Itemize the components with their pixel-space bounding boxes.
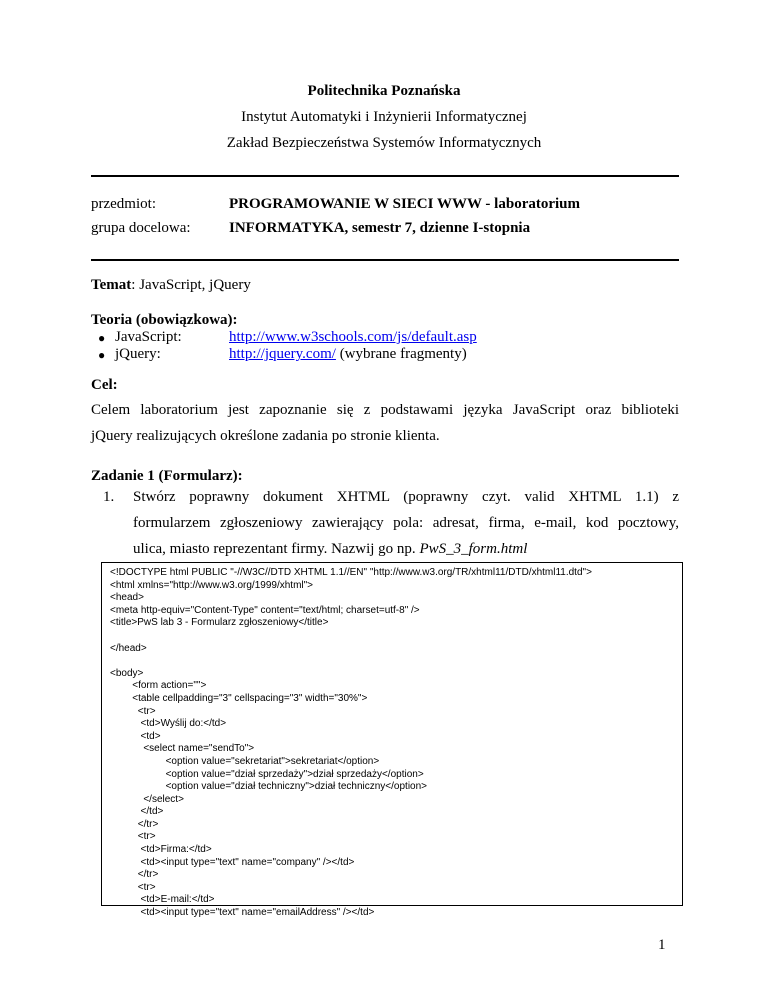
subject-label: przedmiot: bbox=[91, 196, 156, 212]
bullet-icon: ● bbox=[98, 348, 106, 362]
group-value: INFORMATYKA, semestr 7, dzienne I-stopnia bbox=[229, 220, 531, 236]
code-line: <html xmlns="http://www.w3.org/1999/xhtml"> bbox=[110, 579, 314, 591]
task1-line bbox=[133, 541, 527, 557]
divider-bottom bbox=[91, 259, 679, 261]
code-line: <title>PwS lab 3 - Formularz zgłoszeniowy</title> bbox=[110, 617, 329, 629]
code-line: <form action=""> bbox=[110, 680, 207, 692]
code-line: <body> bbox=[110, 667, 144, 679]
code-line bbox=[110, 630, 682, 643]
code-line: <td>E-mail:</td> bbox=[110, 894, 215, 906]
code-line: <head> bbox=[110, 592, 144, 604]
department-name: Zakład Bezpieczeństwa Systemów Informatycznych bbox=[226, 135, 542, 151]
code-line: </select> bbox=[110, 793, 184, 805]
theory-item-note: (wybrane fragmenty) bbox=[335, 346, 467, 362]
task1-line: Stwórz poprawny dokument XHTML (poprawny czyt. valid XHTML 1.1) z bbox=[133, 489, 679, 505]
theory-item-link-line bbox=[229, 346, 467, 363]
code-listing bbox=[101, 562, 683, 919]
code-line: </tr> bbox=[110, 818, 159, 830]
code-line: <td><input type="text" name="company" /></td> bbox=[110, 856, 355, 868]
code-line: <!DOCTYPE html PUBLIC "-//W3C//DTD XHTML 1.1//EN" "http://www.w3.org/TR/xhtml11/DTD/xhtml11.dtd"> bbox=[110, 567, 592, 578]
code-line: <td><input type="text" name="emailAddress" /></td> bbox=[110, 907, 375, 919]
bullet-icon: ● bbox=[98, 331, 106, 345]
task1-paragraph bbox=[133, 484, 679, 562]
code-line: <meta http-equiv="Content-Type" content="text/html; charset=utf-8" /> bbox=[110, 604, 420, 616]
code-line: </head> bbox=[110, 642, 147, 654]
code-line: <td>Firma:</td> bbox=[110, 844, 212, 856]
topic-line bbox=[91, 277, 251, 294]
code-line: <option value="dział sprzedaży">dział sprzedaży</option> bbox=[110, 768, 424, 780]
institute-name: Instytut Automatyki i Inżynierii Informatycznej bbox=[241, 109, 527, 125]
goal-line: jQuery realizujących określone zadania po stronie klienta. bbox=[91, 428, 440, 444]
code-line: <option value="dział techniczny">dział techniczny</option> bbox=[110, 781, 428, 793]
theory-item-link-line bbox=[229, 329, 477, 346]
code-line: <tr> bbox=[110, 705, 156, 717]
theory-item-name: jQuery: bbox=[115, 346, 161, 362]
theory-heading: Teoria (obowiązkowa): bbox=[91, 312, 238, 328]
code-line: <option value="sekretariat">sekretariat</option> bbox=[110, 755, 380, 767]
goal-line: Celem laboratorium jest zapoznanie się z podstawami języka JavaScript oraz biblioteki bbox=[91, 402, 679, 418]
code-line: <td>Wyślij do:</td> bbox=[110, 718, 227, 730]
code-line bbox=[110, 655, 682, 668]
jquery-link[interactable]: http://jquery.com/ bbox=[229, 346, 336, 362]
goal-paragraph bbox=[91, 397, 679, 449]
code-line: <tr> bbox=[110, 881, 156, 893]
task1-filename: PwS_3_form.html bbox=[419, 541, 528, 557]
code-line: </td> bbox=[110, 806, 164, 818]
goal-heading: Cel: bbox=[91, 377, 118, 393]
task1-number: 1. bbox=[103, 489, 115, 505]
task1-heading: Zadanie 1 (Formularz): bbox=[91, 468, 243, 484]
divider-top bbox=[91, 175, 679, 177]
code-line: <tr> bbox=[110, 831, 156, 843]
task1-line-text: ulica, miasto reprezentant firmy. Nazwij go np. bbox=[133, 541, 420, 557]
topic-value: : JavaScript, jQuery bbox=[131, 277, 251, 293]
group-label: grupa docelowa: bbox=[91, 220, 191, 236]
task1-line: formularzem zgłoszeniowy zawierający pola: adresat, firma, e-mail, kod pocztowy, bbox=[133, 515, 679, 531]
code-line: <table cellpadding="3" cellspacing="3" width="30%"> bbox=[110, 692, 368, 704]
code-line: <td> bbox=[110, 730, 161, 742]
university-name: Politechnika Poznańska bbox=[307, 83, 461, 99]
page-number: 1 bbox=[658, 937, 666, 953]
theory-item-name: JavaScript: bbox=[115, 329, 182, 345]
subject-value: PROGRAMOWANIE W SIECI WWW - laboratorium bbox=[229, 196, 581, 212]
code-line: </tr> bbox=[110, 869, 159, 881]
topic-label: Temat bbox=[91, 277, 132, 293]
javascript-link[interactable]: http://www.w3schools.com/js/default.asp bbox=[229, 329, 477, 345]
code-line: <select name="sendTo"> bbox=[110, 743, 255, 755]
